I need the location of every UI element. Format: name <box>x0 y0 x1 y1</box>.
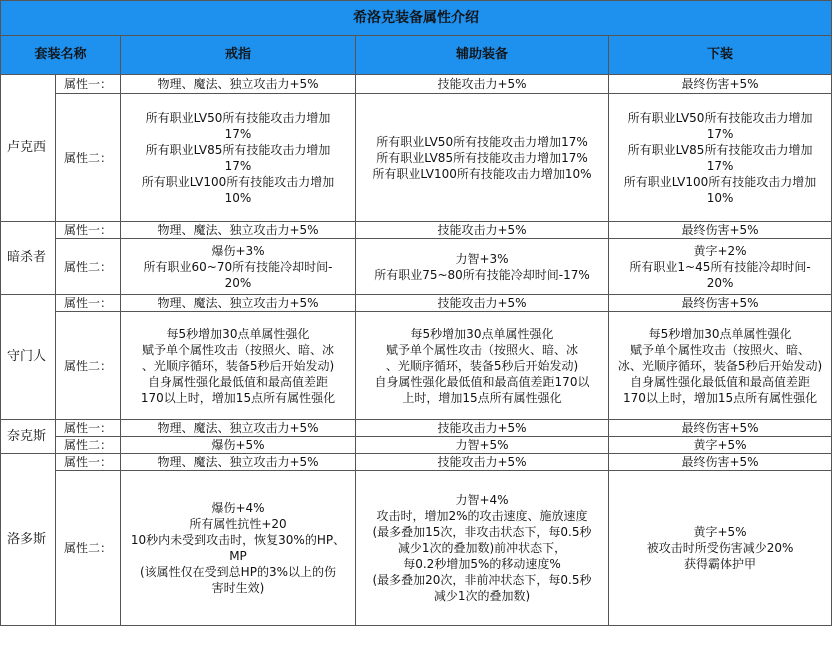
header-ring: 戒指 <box>121 36 356 75</box>
ring-attr2: 爆伤+3% 所有职业60~70所有技能冷却时间- 20% <box>121 239 356 295</box>
bottom-attr2: 所有职业LV50所有技能攻击力增加 17% 所有职业LV85所有技能攻击力增加 17% 所有职业LV100所有技能攻击力增加 10% <box>609 94 832 222</box>
attr-label: 属性一： <box>56 420 121 437</box>
bottom-attr2: 每5秒增加30点单属性强化 赋予单个属性攻击（按照火、暗、 冰、光顺序循环，装备5秒后开始发动) 自身属性强化最低值和最高值差距 170以上时，增加15点所有属性强化 <box>609 312 832 420</box>
support-attr1: 技能攻击力+5% <box>356 420 609 437</box>
set-name: 守门人 <box>1 295 56 420</box>
bottom-attr1: 最终伤害+5% <box>609 454 832 471</box>
bottom-attr1: 最终伤害+5% <box>609 75 832 94</box>
attr-label: 属性一： <box>56 75 121 94</box>
ring-attr1: 物理、魔法、独立攻击力+5% <box>121 454 356 471</box>
ring-attr2: 爆伤+4% 所有属性抗性+20 10秒内未受到攻击时，恢复30%的HP、 MP (该属性仅在受到总HP的3%以上的伤 害时生效) <box>121 471 356 626</box>
table-row <box>1 312 832 420</box>
ring-attr1: 物理、魔法、独立攻击力+5% <box>121 222 356 239</box>
attr-label: 属性一： <box>56 295 121 312</box>
bottom-attr2: 黄字+5% 被攻击时所受伤害减少20% 获得霸体护甲 <box>609 471 832 626</box>
bottom-attr1: 最终伤害+5% <box>609 222 832 239</box>
table-row <box>1 75 832 94</box>
bottom-attr1: 最终伤害+5% <box>609 295 832 312</box>
attr-label: 属性二： <box>56 312 121 420</box>
attr-label: 属性二： <box>56 471 121 626</box>
bottom-attr1: 最终伤害+5% <box>609 420 832 437</box>
support-attr2: 所有职业LV50所有技能攻击力增加17% 所有职业LV85所有技能攻击力增加17% 所有职业LV100所有技能攻击力增加10% <box>356 94 609 222</box>
support-attr1: 技能攻击力+5% <box>356 295 609 312</box>
bottom-attr2: 黄字+5% <box>609 437 832 454</box>
support-attr2: 每5秒增加30点单属性强化 赋予单个属性攻击（按照火、暗、冰 、光顺序循环，装备5秒后开始发动) 自身属性强化最低值和最高值差距170以 上时，增加15点所有属性强化 <box>356 312 609 420</box>
attr-label: 属性一： <box>56 454 121 471</box>
ring-attr1: 物理、魔法、独立攻击力+5% <box>121 295 356 312</box>
ring-attr1: 物理、魔法、独立攻击力+5% <box>121 420 356 437</box>
support-attr1: 技能攻击力+5% <box>356 75 609 94</box>
set-name: 奈克斯 <box>1 420 56 454</box>
table-title: 希洛克装备属性介绍 <box>1 1 832 36</box>
table-row <box>1 471 832 626</box>
attr-label: 属性二： <box>56 94 121 222</box>
ring-attr1: 物理、魔法、独立攻击力+5% <box>121 75 356 94</box>
header-row <box>1 36 832 75</box>
table-row <box>1 239 832 295</box>
set-name: 暗杀者 <box>1 222 56 295</box>
support-attr2: 力智+3% 所有职业75~80所有技能冷却时间-17% <box>356 239 609 295</box>
header-bottom: 下装 <box>609 36 832 75</box>
table-row <box>1 454 832 471</box>
attr-label: 属性二： <box>56 437 121 454</box>
ring-attr2: 爆伤+5% <box>121 437 356 454</box>
ring-attr2: 每5秒增加30点单属性强化 赋予单个属性攻击（按照火、暗、冰 、光顺序循环，装备5秒后开始发动) 自身属性强化最低值和最高值差距 170以上时，增加15点所有属性强化 <box>121 312 356 420</box>
support-attr2: 力智+5% <box>356 437 609 454</box>
title-row <box>1 1 832 36</box>
header-set-name: 套装名称 <box>1 36 121 75</box>
support-attr1: 技能攻击力+5% <box>356 454 609 471</box>
ring-attr2: 所有职业LV50所有技能攻击力增加 17% 所有职业LV85所有技能攻击力增加 17% 所有职业LV100所有技能攻击力增加 10% <box>121 94 356 222</box>
attr-label: 属性二： <box>56 239 121 295</box>
support-attr1: 技能攻击力+5% <box>356 222 609 239</box>
table-row <box>1 94 832 222</box>
set-name: 卢克西 <box>1 75 56 222</box>
header-support: 辅助装备 <box>356 36 609 75</box>
table-row <box>1 295 832 312</box>
support-attr2: 力智+4% 攻击时，增加2%的攻击速度、施放速度 (最多叠加15次，非攻击状态下，每0.5秒 减少1次的叠加数)前冲状态下， 每0.2秒增加5%的移动速度% (最多叠加20次，非前冲状态下，每0.5秒 减少1次的叠加数) <box>356 471 609 626</box>
table-row <box>1 437 832 454</box>
set-name: 洛多斯 <box>1 454 56 626</box>
table-row <box>1 420 832 437</box>
bottom-attr2: 黄字+2% 所有职业1~45所有技能冷却时间- 20% <box>609 239 832 295</box>
table-row <box>1 222 832 239</box>
attr-label: 属性一： <box>56 222 121 239</box>
